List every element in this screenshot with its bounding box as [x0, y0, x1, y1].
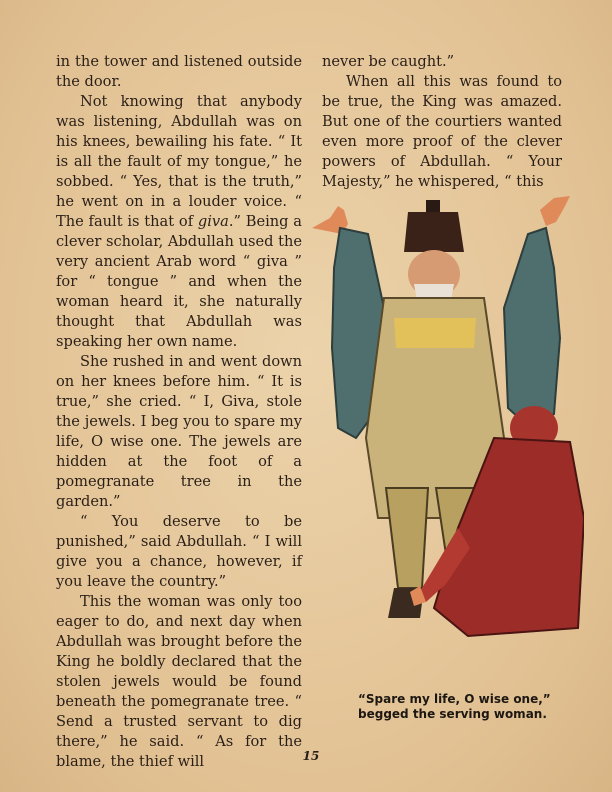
paragraph-2-rest: .” Being a clever scholar, Abdullah used the very ancient Arab word “ giva ” for “ tongue ” and when the woman heard it, she naturally thought that Abdullah was speaking her own name. — [56, 213, 302, 350]
paragraph-2-text: Not knowing that anybody was listening, Abdullah was on his knees, bewailing his fate. “ It is all the fault of my tongue,” he sobbed. “ Yes, that is the truth,” he went on in a louder voice. “ The fault is that of — [56, 93, 302, 230]
paragraph-1: in the tower and listened outside the door. — [56, 53, 302, 90]
paragraph-4: “ You deserve to be punished,” said Abdullah. “ I will give you a chance, however, if you leave the country.” — [56, 513, 302, 590]
paragraph-3: She rushed in and went down on her knees before him. “ It is true,” she cried. “ I, Giva, stole the jewels. I beg you to spare my life, O wise one. The jewels are hidden at the foot of a pomegranate tree in the garden.” — [56, 353, 302, 510]
illustration-abdullah-and-servant — [308, 188, 584, 648]
illustration-caption: “Spare my life, O wise one,” begged the serving woman. — [358, 692, 551, 721]
hat-top — [426, 200, 440, 212]
paragraph-2 — [56, 92, 302, 352]
paragraph-6: never be caught.” — [322, 53, 455, 70]
right-sleeve — [504, 228, 560, 428]
page-number: 15 — [302, 749, 320, 763]
right-text-column — [322, 52, 562, 192]
hat — [404, 212, 464, 252]
paragraph-5: This the woman was only too eager to do, and next day when Abdullah was brought before the King he boldly declared that the stolen jewels would be found beneath the pomegranate tree. “ Send a trusted servant to dig there,” he said. “ As for the blame, the thief will — [56, 593, 302, 770]
sash — [394, 318, 476, 348]
left-text-column — [56, 52, 302, 772]
paragraph-7: When all this was found to be true, the King was amazed. But one of the courtiers wanted even more proof of the clever powers of Abdullah. “ Your Majesty,” he whispered, “ this — [322, 73, 562, 190]
giva-word: giva — [197, 213, 229, 230]
left-leg — [386, 488, 428, 588]
raised-right-hand — [540, 196, 570, 226]
